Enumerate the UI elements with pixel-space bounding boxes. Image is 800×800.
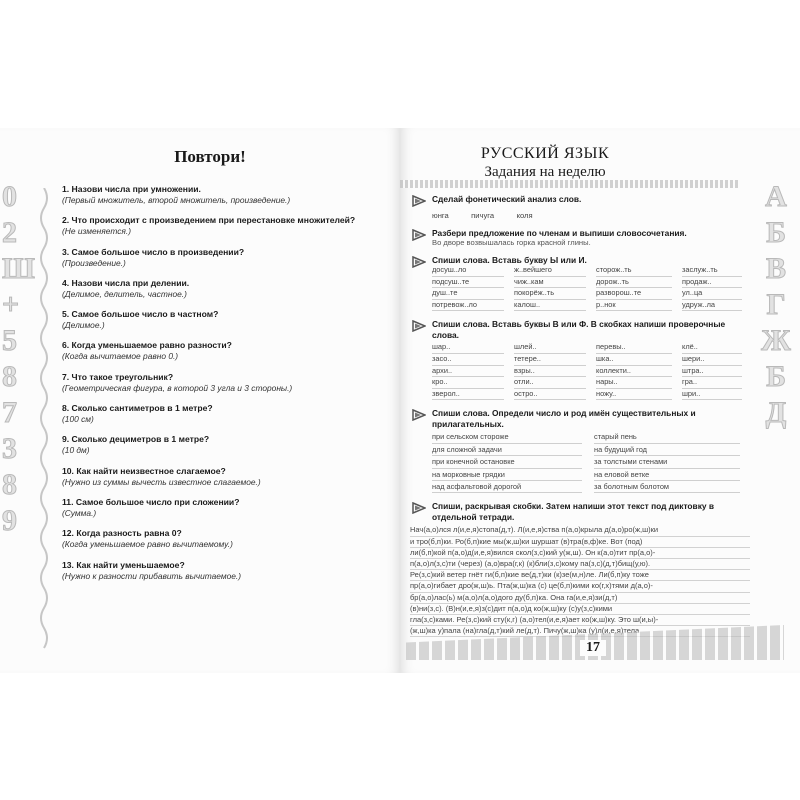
decorative-glyph: 0 <box>2 180 17 213</box>
decorative-squiggle-border <box>36 188 52 658</box>
decorative-digits-border <box>2 182 34 542</box>
page-number: 17 <box>580 640 606 656</box>
question: 10. Как найти неизвестное слагаемое? <box>62 465 226 476</box>
tasks-content <box>410 194 750 637</box>
question: 9. Сколько дециметров в 1 метре? <box>62 434 210 445</box>
decorative-glyph: В <box>765 252 786 285</box>
answer: (10 дм) <box>62 445 90 456</box>
open-workbook <box>0 128 800 673</box>
dictation-line: и тро(б,п)ки. Ро(б,п)кие мы(ж,ш)ки шуршат (в)тра(в,ф)ке. Вот (под) <box>410 537 750 548</box>
decorative-glyph: А <box>765 180 787 213</box>
triangle-marker-icon <box>412 195 426 207</box>
word-blank: штра.. <box>682 366 742 378</box>
word-blank: ж..вейшего <box>514 265 586 277</box>
word-blank: шар.. <box>432 342 504 354</box>
decorative-glyph: Б <box>766 216 786 249</box>
word-blank: разворош..те <box>596 288 672 300</box>
dictation-line: гла(з,с)ками. Ре(з,с)кий сту(к,г) (а,о)тел(и,е,я)ает ко(ж,ш)ку. Это ш(и,ы)- <box>410 615 750 626</box>
word-blank: покорёж..ть <box>514 288 586 300</box>
word-blank: подсуш..те <box>432 277 504 289</box>
word: пичуга <box>471 210 495 220</box>
word-blank: чиж..кам <box>514 277 586 289</box>
decorative-glyph: + <box>2 288 20 321</box>
word-blank: досуш..ло <box>432 265 504 277</box>
question: 1. Назови числа при умножении. <box>62 184 201 194</box>
task-text: Спиши слова. Определи число и род имён существительных и прилагательных. <box>432 408 696 429</box>
decorative-glyph: 9 <box>2 504 17 537</box>
task-text: Спиши слова. Вставь буквы В или Ф. В скобках напиши проверочные слова. <box>432 319 726 340</box>
right-page <box>400 128 800 673</box>
decorative-glyph: 8 <box>2 468 17 501</box>
word-blank: взры.. <box>514 366 586 378</box>
decorative-glyph: Г <box>766 288 786 321</box>
triangle-marker-icon <box>412 229 426 241</box>
word-blank: кро.. <box>432 377 504 389</box>
task-text: Спиши слова. Вставь букву Ы или И. <box>432 254 587 265</box>
dictation-text <box>410 525 750 637</box>
word-blank: сторож..ть <box>596 265 672 277</box>
word-blank: клё.. <box>682 342 742 354</box>
decorative-letters-border <box>758 182 794 434</box>
answer: (Сумма.) <box>62 507 97 518</box>
task-insert-y-i <box>410 255 750 312</box>
word-blank: ул..ца <box>682 288 742 300</box>
word-blank: тетере.. <box>514 354 586 366</box>
dictation-line: пр(а,о)гибает дро(ж,ш)ь. Пта(ж,ш)ка (с) це(б,п)кими ко(г,х)тями д(а,о)- <box>410 581 750 592</box>
task-phonetic <box>410 194 750 223</box>
phrase: для сложной задачи <box>432 444 582 456</box>
dictation-line: (в)ни(з,с). (В)н(и,е,я)з(с)дит п(а,о)д ко(ж,ш)ку (с)у(з,с)кими <box>410 604 750 615</box>
phrase: на еловой ветке <box>594 469 740 481</box>
word-row <box>432 205 750 223</box>
answer: (Произведение.) <box>62 257 126 268</box>
word-blank: шери.. <box>682 354 742 366</box>
dictation-line: бр(а,о)лас(ь) м(а,о)л(а,о)дого ду(б,п)ка. Она га(и,е,я)зи(д,т) <box>410 593 750 604</box>
subject-title: РУССКИЙ ЯЗЫК <box>480 145 610 162</box>
word-blank: коллекти.. <box>596 366 672 378</box>
answer: (Первый множитель, второй множитель, произведение.) <box>62 195 291 205</box>
answer: (Делимое, делитель, частное.) <box>62 288 187 299</box>
task-text: Разбери предложение по членам и выпиши словосочетания. <box>432 227 687 238</box>
word-blank: нары.. <box>596 377 672 389</box>
word-blank: заслуж..ть <box>682 265 742 277</box>
dictation-line: п(а,о)л(з,с)ти (через) (а,о)вра(г,к) (к)бли(з,с)кому па(з,с)(д,т)бищ(у,ю). <box>410 559 750 570</box>
word-blank: потревож..ло <box>432 300 504 312</box>
word-blank: шлей.. <box>514 342 586 354</box>
question: 3. Самое большое число в произведении? <box>62 246 245 257</box>
answer: (Не изменяется.) <box>62 226 131 237</box>
decorative-glyph: 8 <box>2 360 17 393</box>
answer: (100 см) <box>62 414 94 425</box>
word-blank: зверол.. <box>432 389 504 401</box>
word-blank: остро.. <box>514 389 586 401</box>
phrase: при сельском стороже <box>432 431 582 443</box>
task-dictation <box>410 501 750 522</box>
question: 4. Назови числа при делении. <box>62 277 190 288</box>
dictation-line: Ре(з,с)кий ветер гнёт ги(б,п)кие ве(д,т)ки (к)зе(м,н)ле. Ли(б,п)ку тоже <box>410 570 750 581</box>
answer: (Нужно к разности прибавить вычитаемое.) <box>62 570 242 581</box>
answer: (Делимое.) <box>62 320 105 331</box>
decorative-glyph: Б <box>766 360 786 393</box>
phrase: на морковные грядки <box>432 469 582 481</box>
answer: (Когда вычитаемое равно 0.) <box>62 351 179 362</box>
question: 2. Что происходит с произведением при перестановке множителей? <box>62 215 356 226</box>
word-blank: шка.. <box>596 354 672 366</box>
dictation-line: ли(б,п)кой п(а,о)д(и,е,я)вился скол(з,с)кий у(ж,ш). Он к(а,о)тит пр(а,о)- <box>410 548 750 559</box>
word-blank: шри.. <box>682 389 742 401</box>
answer: (Когда уменьшаемое равно вычитаемому.) <box>62 539 233 550</box>
question: 12. Когда разность равна 0? <box>62 528 182 539</box>
question: 7. Что такое треугольник? <box>62 371 174 382</box>
phrase: при конечной остановке <box>432 456 582 468</box>
header-stripe <box>400 180 738 188</box>
sentence: Во дворе возвышалась горка красной глины. <box>432 238 591 247</box>
word-blank: ножу.. <box>596 389 672 401</box>
question-list <box>62 184 392 591</box>
word-blank: перевы.. <box>596 342 672 354</box>
word: коля <box>516 210 533 220</box>
question: 6. Когда уменьшаемое равно разности? <box>62 340 232 351</box>
dictation-line: Нач(а,о)лся л(и,е,я)стопа(д,т). Л(и,е,я)ства п(а,о)крыла д(а,о)ро(ж,ш)ки <box>410 525 750 536</box>
decorative-glyph: 5 <box>2 324 17 357</box>
week-tasks-subtitle: Задания на неделю <box>484 164 606 180</box>
phrase-grid <box>432 431 750 493</box>
word-grid <box>432 265 750 311</box>
word-blank: дорож..ть <box>596 277 672 289</box>
task-number-gender <box>410 408 750 493</box>
word-blank: душ..те <box>432 288 504 300</box>
task-text: Сделай фонетический анализ слов. <box>432 194 582 204</box>
triangle-marker-icon <box>412 320 426 332</box>
word-blank: архи.. <box>432 366 504 378</box>
phrase: за толстыми стенами <box>594 456 740 468</box>
decorative-glyph: Ж <box>761 324 791 357</box>
left-page <box>0 128 400 673</box>
decorative-glyph: Ш <box>2 252 35 285</box>
question: 8. Сколько сантиметров в 1 метре? <box>62 403 213 414</box>
question: 13. Как найти уменьшаемое? <box>62 559 185 570</box>
word-blank: гра.. <box>682 377 742 389</box>
decorative-glyph: 7 <box>2 396 17 429</box>
word-blank: засо.. <box>432 354 504 366</box>
triangle-marker-icon <box>412 502 426 514</box>
page-title: Повтори! <box>174 147 246 166</box>
triangle-marker-icon <box>412 409 426 421</box>
question: 5. Самое большое число в частном? <box>62 309 219 320</box>
decorative-glyph: 3 <box>2 432 17 465</box>
word-blank: продаж.. <box>682 277 742 289</box>
decorative-glyph: 2 <box>2 216 17 249</box>
word-blank: р..нок <box>596 300 672 312</box>
task-insert-v-f <box>410 319 750 400</box>
answer: (Нужно из суммы вычесть известное слагаемое.) <box>62 476 261 487</box>
decorative-glyph: Д <box>765 396 787 429</box>
word-blank: отли.. <box>514 377 586 389</box>
word-blank: калош.. <box>514 300 586 312</box>
triangle-marker-icon <box>412 256 426 268</box>
question: 11. Самое большое число при сложении? <box>62 496 240 507</box>
word-grid <box>432 342 750 400</box>
phrase: на будущий год <box>594 444 740 456</box>
dictation-line: (ж,ш)ка у)пала (на)гла(д,т)кий ле(д,т). Пичу(ж,ш)ка (у)л(и,е,я)тела <box>410 626 750 637</box>
phrase: старый пень <box>594 431 740 443</box>
word: юнга <box>432 210 449 220</box>
answer: (Геометрическая фигура, в которой 3 угла и 3 стороны.) <box>62 382 293 393</box>
phrase: за болотным болотом <box>594 481 740 493</box>
task-sentence-parse <box>410 228 750 249</box>
task-text: Спиши, раскрывая скобки. Затем напиши этот текст под диктовку в отдельной тетради. <box>432 501 715 522</box>
word-blank: удруж..ла <box>682 300 742 312</box>
phrase: над асфальтовой дорогой <box>432 481 582 493</box>
